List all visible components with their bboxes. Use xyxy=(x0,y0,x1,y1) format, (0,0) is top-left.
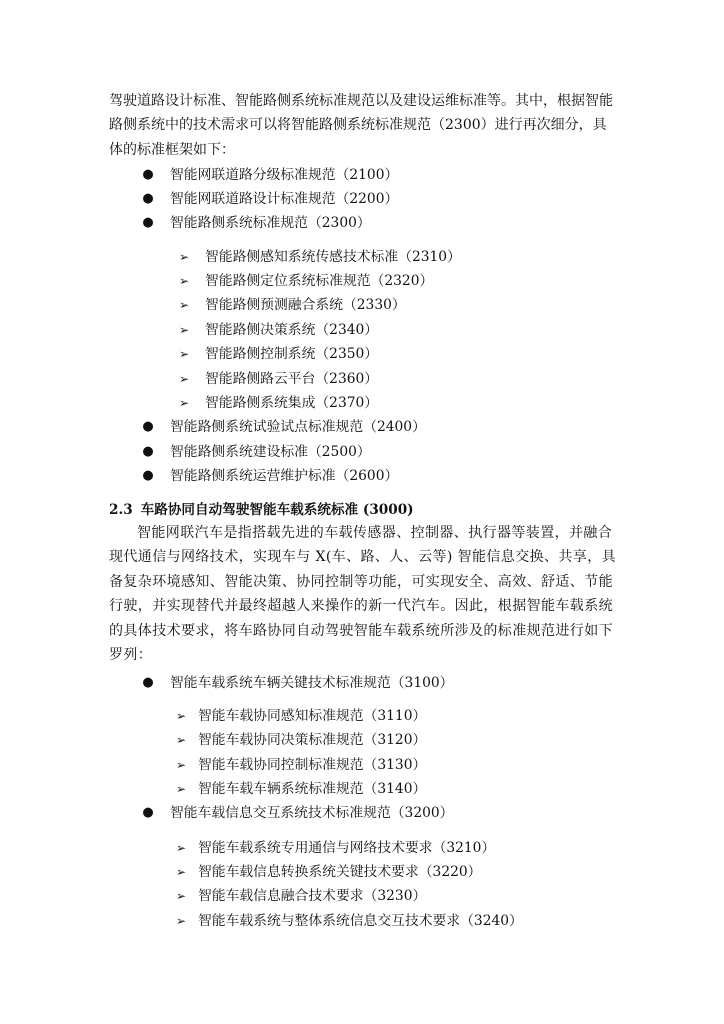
sub-list-item-label: 智能车载系统专用通信与网络技术要求（3210） xyxy=(198,840,496,856)
bullet-icon: ● xyxy=(142,215,154,230)
sub-list-item-label: 智能路侧系统集成（2370） xyxy=(205,395,379,411)
bullet-icon: ● xyxy=(142,191,154,206)
bullet-icon: ● xyxy=(142,468,154,483)
sub-list-item-label: 智能车载信息融合技术要求（3230） xyxy=(198,888,427,904)
arrow-bullet-icon: ➢ xyxy=(175,841,187,855)
sub-list-item-label: 智能路侧路云平台（2360） xyxy=(205,371,379,387)
arrow-bullet-icon: ➢ xyxy=(178,274,190,288)
sub-list-item-label: 智能车载信息转换系统关键技术要求（3220） xyxy=(198,864,482,880)
sub-list-item-label: 智能路侧感知系统传感技术标准（2310） xyxy=(205,249,461,265)
bullet-icon: ● xyxy=(142,167,154,182)
arrow-bullet-icon: ➢ xyxy=(175,709,187,723)
sub-list-item-label: 智能车载协同决策标准规范（3120） xyxy=(198,732,427,748)
arrow-bullet-icon: ➢ xyxy=(178,250,190,264)
section-heading xyxy=(109,500,414,520)
body-paragraph: 智能网联汽车是指搭载先进的车载传感器、控制器、执行器等装置，并融合现代通信与网络技术，实现车与 X(车、路、人、云等) 智能信息交换、共享，具备复杂环境感知、智能决策、协同控制等功能，可实现安全、高效、舒适、节能行驶，并实现替代并最终超越人来操作的新一代汽车。因此，根据智能车载系统的具体技术要求，将车路协同自动驾驶智能车载系统所涉及的标准规范进行如下罗列： xyxy=(109,525,616,664)
arrow-bullet-icon: ➢ xyxy=(178,396,190,410)
list-item-label: 智能路侧系统试验试点标准规范（2400） xyxy=(170,419,426,435)
list-item-label: 智能路侧系统标准规范（2300） xyxy=(170,215,371,231)
bullet-icon: ● xyxy=(142,805,154,820)
sub-list-item-label: 智能车载协同控制标准规范（3130） xyxy=(198,757,427,773)
sub-list-item-label: 智能车载协同感知标准规范（3110） xyxy=(198,708,427,724)
arrow-bullet-icon: ➢ xyxy=(175,733,187,747)
sub-list-item-label: 智能路侧决策系统（2340） xyxy=(205,322,379,338)
sub-list-item-label: 智能路侧控制系统（2350） xyxy=(205,346,379,362)
sub-list-item-label: 智能路侧预测融合系统（2330） xyxy=(205,297,406,313)
bullet-icon: ● xyxy=(142,675,154,690)
arrow-bullet-icon: ➢ xyxy=(178,347,190,361)
intro-paragraph: 驾驶道路设计标准、智能路侧系统标准规范以及建设运维标准等。其中，根据智能路侧系统中的技术需求可以将智能路侧系统标准规范（2300）进行再次细分，具体的标准框架如下： xyxy=(109,93,613,158)
arrow-bullet-icon: ➢ xyxy=(175,865,187,879)
list-item-label: 智能路侧系统建设标准（2500） xyxy=(170,444,371,460)
list-item-label: 智能车载系统车辆关键技术标准规范（3100） xyxy=(170,675,454,691)
arrow-bullet-icon: ➢ xyxy=(175,758,187,772)
sub-list-item-label: 智能车载车辆系统标准规范（3140） xyxy=(198,781,427,797)
list-item-label: 智能网联道路分级标准规范（2100） xyxy=(170,167,399,183)
bullet-icon: ● xyxy=(142,419,154,434)
list-item-label: 智能车载信息交互系统技术标准规范（3200） xyxy=(170,805,454,821)
sub-list-item-label: 智能路侧定位系统标准规范（2320） xyxy=(205,273,434,289)
arrow-bullet-icon: ➢ xyxy=(178,372,190,386)
arrow-bullet-icon: ➢ xyxy=(175,914,187,928)
arrow-bullet-icon: ➢ xyxy=(175,889,187,903)
arrow-bullet-icon: ➢ xyxy=(175,782,187,796)
list-item-label: 智能网联道路设计标准规范（2200） xyxy=(170,191,399,207)
arrow-bullet-icon: ➢ xyxy=(178,323,190,337)
arrow-bullet-icon: ➢ xyxy=(178,298,190,312)
sub-list-item-label: 智能车载系统与整体系统信息交互技术要求（3240） xyxy=(198,913,523,929)
list-item-label: 智能路侧系统运营维护标准（2600） xyxy=(170,468,399,484)
section-title: 车路协同自动驾驶智能车载系统标准 (3000) xyxy=(140,502,414,518)
bullet-icon: ● xyxy=(142,444,154,459)
section-number: 2.3 xyxy=(109,502,133,518)
